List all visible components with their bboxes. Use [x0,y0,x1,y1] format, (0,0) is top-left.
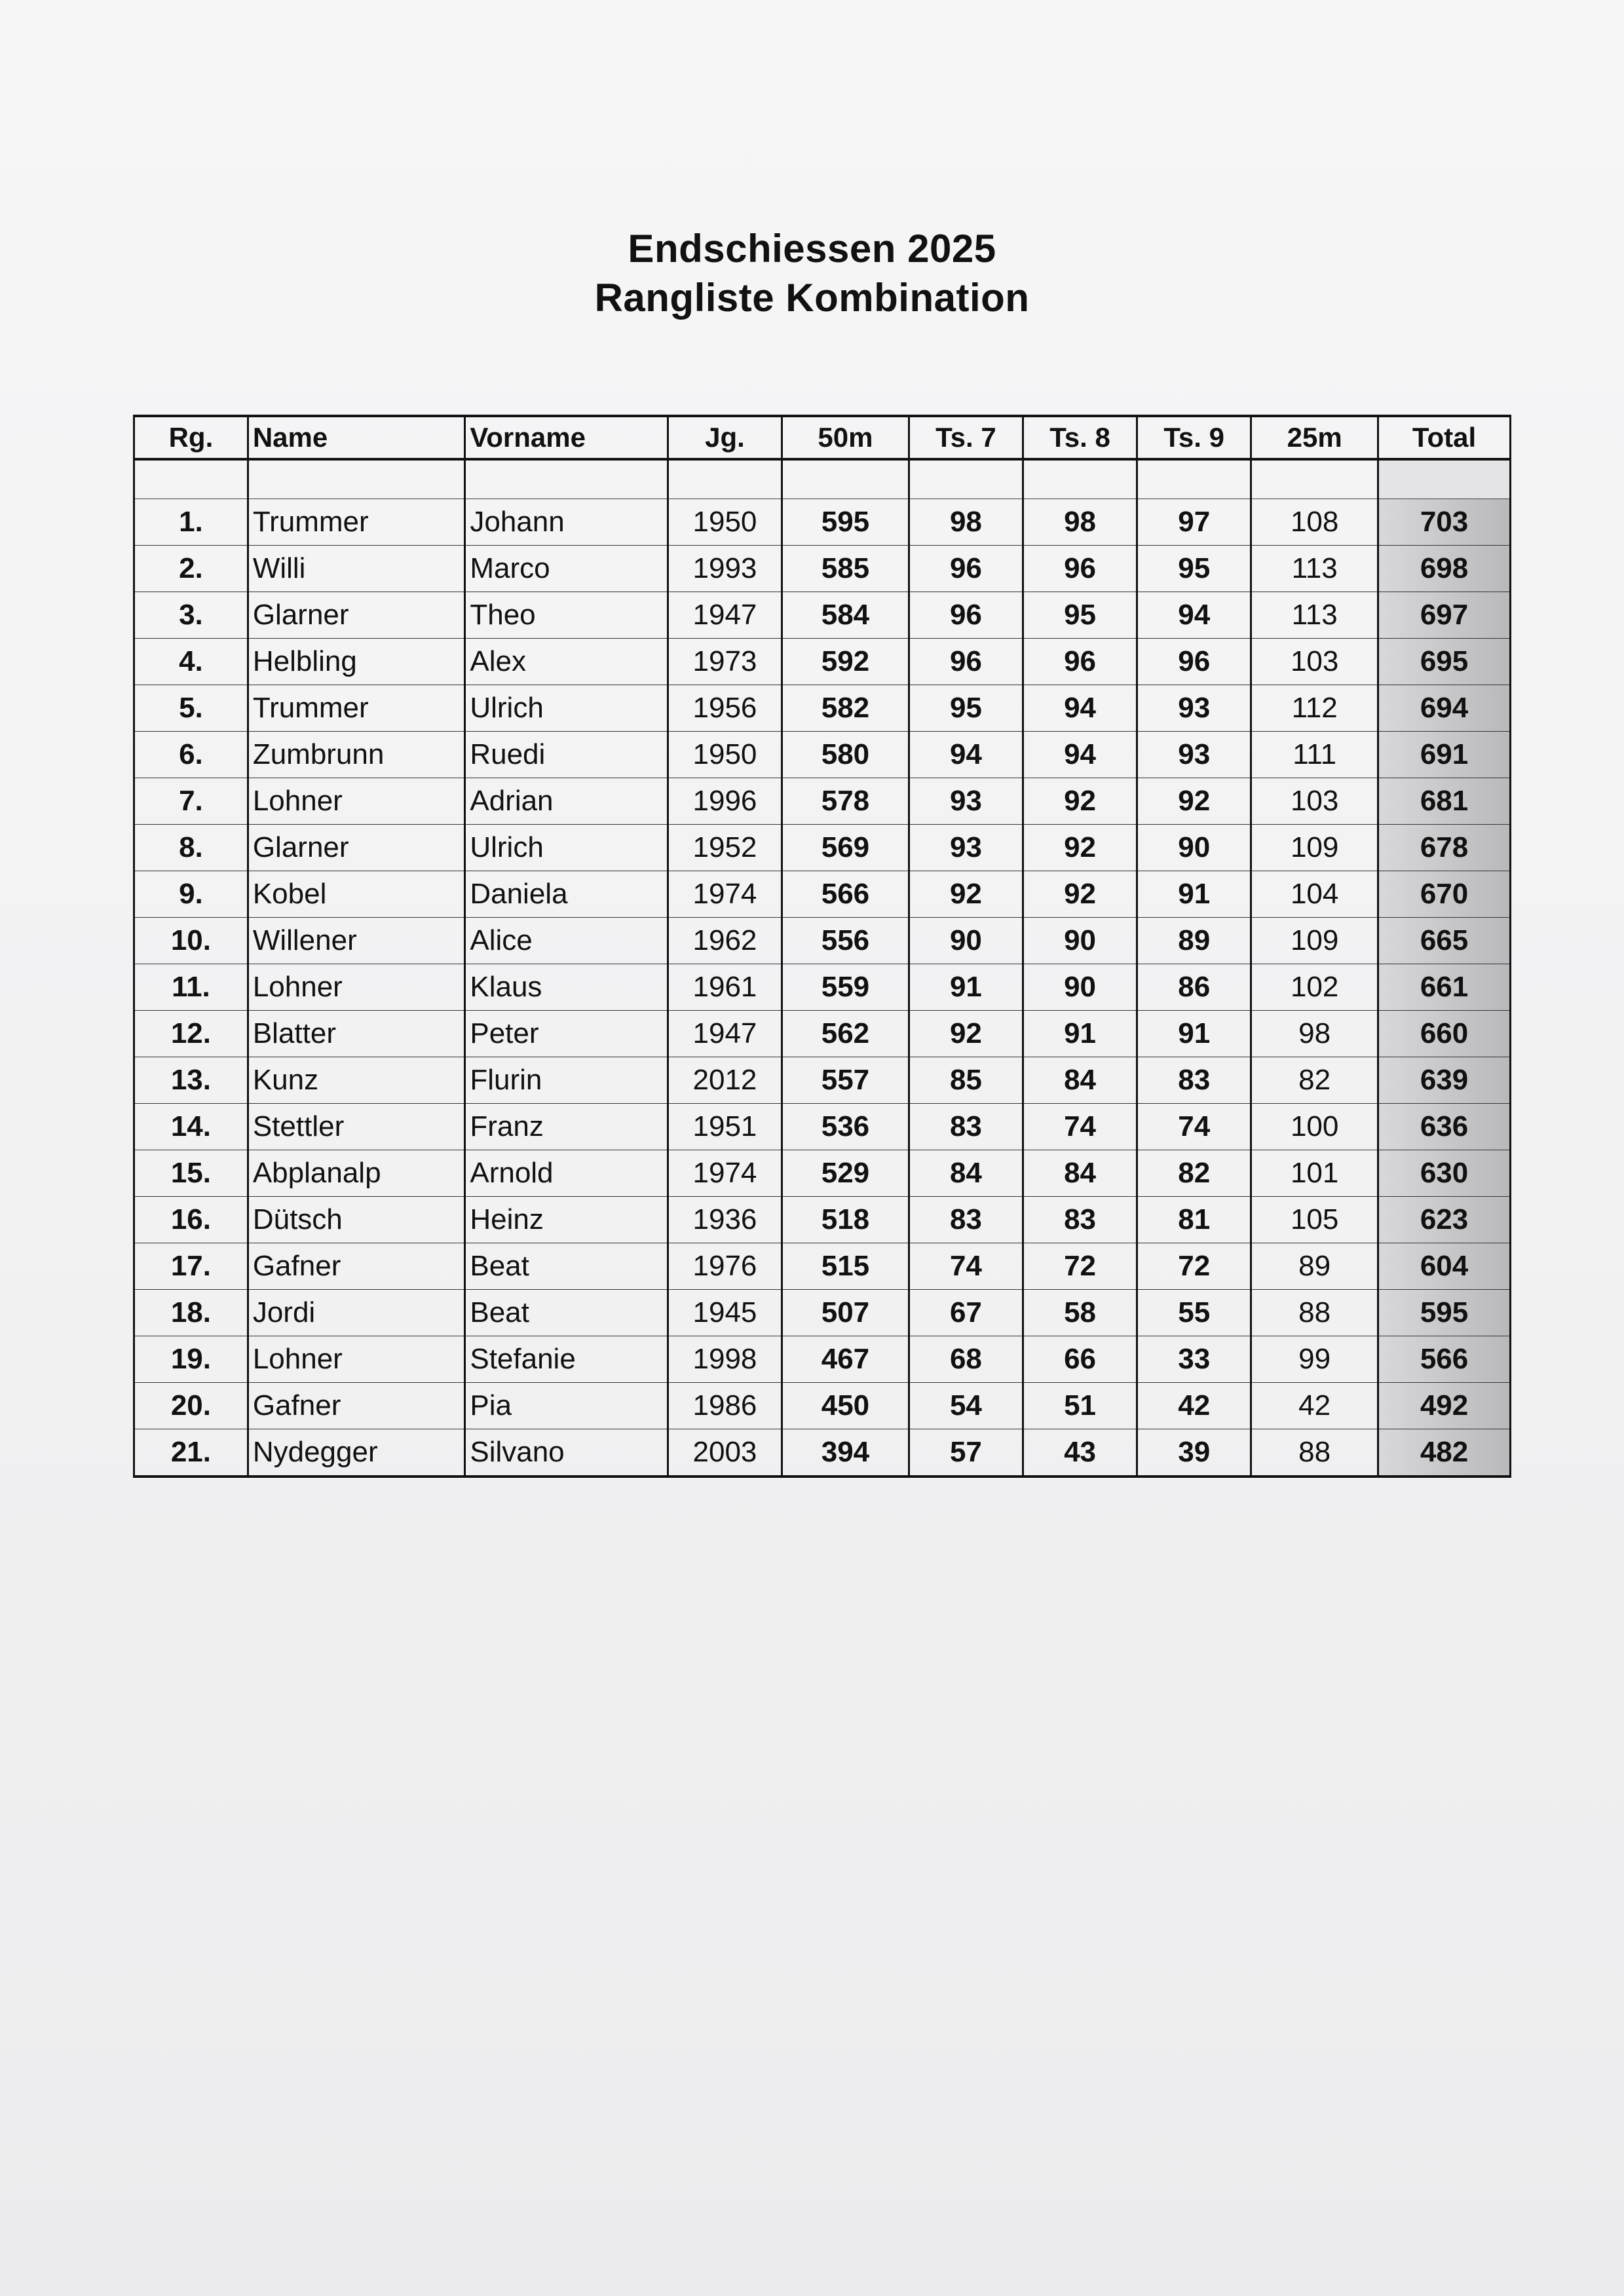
cell-25m: 101 [1251,1150,1378,1197]
cell-50m: 580 [782,732,909,778]
cell-ts9: 90 [1137,825,1251,871]
cell-name: Trummer [248,499,465,546]
cell-25m: 108 [1251,499,1378,546]
cell-ts7: 92 [909,871,1023,918]
cell-25m: 112 [1251,685,1378,732]
cell-jahrgang: 1947 [668,1011,782,1057]
cell-jahrgang: 1973 [668,639,782,685]
cell-jahrgang: 1956 [668,685,782,732]
cell-ts8: 51 [1023,1383,1137,1429]
cell-ts7: 84 [909,1150,1023,1197]
cell-25m: 88 [1251,1429,1378,1477]
cell-total: 678 [1378,825,1511,871]
cell-ts8: 92 [1023,871,1137,918]
cell-rank: 21. [134,1429,248,1477]
cell-name: Abplanalp [248,1150,465,1197]
cell-25m: 82 [1251,1057,1378,1104]
cell-total: 623 [1378,1197,1511,1243]
cell-total: 697 [1378,592,1511,639]
cell-50m: 557 [782,1057,909,1104]
table-row [134,592,1511,639]
cell-total: 604 [1378,1243,1511,1290]
cell-vorname: Alice [465,918,668,964]
cell-ts7: 94 [909,732,1023,778]
cell-rank: 11. [134,964,248,1011]
cell-ts8: 92 [1023,778,1137,825]
cell-total: 691 [1378,732,1511,778]
cell-jahrgang: 1998 [668,1336,782,1383]
cell-25m: 99 [1251,1336,1378,1383]
cell-total: 665 [1378,918,1511,964]
cell-ts7: 90 [909,918,1023,964]
cell-jahrgang: 2003 [668,1429,782,1477]
cell-ts7: 85 [909,1057,1023,1104]
cell-50m: 582 [782,685,909,732]
cell-50m: 518 [782,1197,909,1243]
cell-rank: 19. [134,1336,248,1383]
cell-rank: 6. [134,732,248,778]
cell-rank: 7. [134,778,248,825]
cell-ts9: 94 [1137,592,1251,639]
document-title: Endschiessen 2025 [628,227,996,271]
cell-name: Trummer [248,685,465,732]
table-row [134,546,1511,592]
cell-ts7: 68 [909,1336,1023,1383]
table-row [134,918,1511,964]
cell-50m: 450 [782,1383,909,1429]
cell-total: 694 [1378,685,1511,732]
cell-total: 639 [1378,1057,1511,1104]
cell-total: 661 [1378,964,1511,1011]
document-subtitle: Rangliste Kombination [594,276,1030,320]
table-row [134,1383,1511,1429]
cell-vorname: Arnold [465,1150,668,1197]
header-ts7: Ts. 7 [909,416,1023,459]
cell-ts8: 94 [1023,685,1137,732]
cell-total: 698 [1378,546,1511,592]
cell-vorname: Daniela [465,871,668,918]
cell-25m: 102 [1251,964,1378,1011]
table-body [134,459,1511,1477]
cell-ts7: 92 [909,1011,1023,1057]
table-row [134,1243,1511,1290]
cell-50m: 394 [782,1429,909,1477]
cell-name: Helbling [248,639,465,685]
cell-ts8: 90 [1023,918,1137,964]
cell-ts8: 72 [1023,1243,1137,1290]
cell-50m: 556 [782,918,909,964]
ranking-table [133,415,1511,1478]
cell-jahrgang: 1986 [668,1383,782,1429]
cell-ts7: 83 [909,1104,1023,1150]
cell-vorname: Ruedi [465,732,668,778]
cell-ts9: 86 [1137,964,1251,1011]
cell-name: Kunz [248,1057,465,1104]
cell-name: Willener [248,918,465,964]
cell-total: 492 [1378,1383,1511,1429]
cell-ts7: 93 [909,778,1023,825]
table-row [134,499,1511,546]
cell-total: 595 [1378,1290,1511,1336]
cell-25m: 104 [1251,871,1378,918]
cell-jahrgang: 1936 [668,1197,782,1243]
cell-ts7: 74 [909,1243,1023,1290]
cell-jahrgang: 1961 [668,964,782,1011]
cell-vorname: Beat [465,1290,668,1336]
cell-vorname: Alex [465,639,668,685]
table-row [134,778,1511,825]
table-row [134,1011,1511,1057]
cell-vorname: Franz [465,1104,668,1150]
cell-vorname: Pia [465,1383,668,1429]
cell-ts7: 91 [909,964,1023,1011]
cell-ts8: 43 [1023,1429,1137,1477]
cell-25m: 100 [1251,1104,1378,1150]
cell-50m: 559 [782,964,909,1011]
cell-rank: 3. [134,592,248,639]
cell-name: Stettler [248,1104,465,1150]
cell-rank: 4. [134,639,248,685]
cell-total: 670 [1378,871,1511,918]
cell-25m: 109 [1251,918,1378,964]
cell-25m: 113 [1251,546,1378,592]
cell-25m: 89 [1251,1243,1378,1290]
cell-jahrgang: 1993 [668,546,782,592]
cell-ts9: 74 [1137,1104,1251,1150]
header-vorname: Vorname [465,416,668,459]
cell-vorname: Marco [465,546,668,592]
cell-jahrgang: 1962 [668,918,782,964]
cell-rank: 13. [134,1057,248,1104]
cell-rank: 9. [134,871,248,918]
cell-ts9: 33 [1137,1336,1251,1383]
header-jahrgang: Jg. [668,416,782,459]
cell-ts7: 96 [909,639,1023,685]
cell-jahrgang: 1952 [668,825,782,871]
cell-vorname: Beat [465,1243,668,1290]
cell-rank: 14. [134,1104,248,1150]
cell-50m: 467 [782,1336,909,1383]
cell-25m: 103 [1251,639,1378,685]
cell-25m: 113 [1251,592,1378,639]
table-row [134,871,1511,918]
table-header-row [134,416,1511,459]
cell-25m: 98 [1251,1011,1378,1057]
cell-25m: 105 [1251,1197,1378,1243]
cell-rank: 18. [134,1290,248,1336]
cell-ts7: 98 [909,499,1023,546]
cell-ts9: 95 [1137,546,1251,592]
cell-ts8: 91 [1023,1011,1137,1057]
cell-rank: 10. [134,918,248,964]
header-total: Total [1378,416,1511,459]
table-row [134,1197,1511,1243]
cell-50m: 585 [782,546,909,592]
cell-ts9: 91 [1137,1011,1251,1057]
cell-50m: 569 [782,825,909,871]
header-50m: 50m [782,416,909,459]
cell-50m: 584 [782,592,909,639]
cell-ts9: 91 [1137,871,1251,918]
cell-jahrgang: 1947 [668,592,782,639]
cell-ts8: 83 [1023,1197,1137,1243]
cell-total: 566 [1378,1336,1511,1383]
cell-name: Kobel [248,871,465,918]
cell-name: Lohner [248,1336,465,1383]
cell-vorname: Ulrich [465,825,668,871]
cell-vorname: Theo [465,592,668,639]
cell-ts7: 57 [909,1429,1023,1477]
cell-rank: 20. [134,1383,248,1429]
cell-25m: 109 [1251,825,1378,871]
cell-ts7: 95 [909,685,1023,732]
cell-jahrgang: 1951 [668,1104,782,1150]
cell-name: Gafner [248,1243,465,1290]
cell-ts8: 94 [1023,732,1137,778]
cell-ts7: 54 [909,1383,1023,1429]
cell-rank: 5. [134,685,248,732]
cell-ts9: 83 [1137,1057,1251,1104]
cell-vorname: Ulrich [465,685,668,732]
cell-name: Willi [248,546,465,592]
table-row [134,1336,1511,1383]
cell-ts9: 81 [1137,1197,1251,1243]
cell-vorname: Johann [465,499,668,546]
cell-vorname: Stefanie [465,1336,668,1383]
cell-name: Gafner [248,1383,465,1429]
cell-ts9: 97 [1137,499,1251,546]
cell-total: 482 [1378,1429,1511,1477]
cell-ts9: 39 [1137,1429,1251,1477]
table-row [134,1104,1511,1150]
table-row [134,964,1511,1011]
cell-total: 681 [1378,778,1511,825]
cell-25m: 103 [1251,778,1378,825]
header-name: Name [248,416,465,459]
cell-ts8: 58 [1023,1290,1137,1336]
cell-ts9: 96 [1137,639,1251,685]
cell-ts8: 84 [1023,1057,1137,1104]
cell-total: 660 [1378,1011,1511,1057]
cell-ts8: 96 [1023,639,1137,685]
cell-total: 630 [1378,1150,1511,1197]
cell-ts8: 90 [1023,964,1137,1011]
cell-jahrgang: 1950 [668,732,782,778]
cell-rank: 17. [134,1243,248,1290]
cell-50m: 536 [782,1104,909,1150]
cell-vorname: Peter [465,1011,668,1057]
cell-jahrgang: 1974 [668,1150,782,1197]
cell-rank: 15. [134,1150,248,1197]
cell-ts7: 96 [909,546,1023,592]
cell-ts9: 93 [1137,685,1251,732]
table-row [134,1057,1511,1104]
cell-ts8: 96 [1023,546,1137,592]
cell-total: 703 [1378,499,1511,546]
cell-ts9: 55 [1137,1290,1251,1336]
header-25m: 25m [1251,416,1378,459]
cell-ts9: 89 [1137,918,1251,964]
cell-50m: 562 [782,1011,909,1057]
cell-ts8: 95 [1023,592,1137,639]
cell-ts8: 98 [1023,499,1137,546]
cell-rank: 12. [134,1011,248,1057]
cell-name: Nydegger [248,1429,465,1477]
cell-jahrgang: 1996 [668,778,782,825]
cell-ts9: 92 [1137,778,1251,825]
table-row [134,1429,1511,1477]
cell-50m: 529 [782,1150,909,1197]
cell-rank: 2. [134,546,248,592]
cell-50m: 592 [782,639,909,685]
cell-jahrgang: 1945 [668,1290,782,1336]
table-row [134,825,1511,871]
cell-ts9: 82 [1137,1150,1251,1197]
cell-ts8: 84 [1023,1150,1137,1197]
cell-vorname: Adrian [465,778,668,825]
cell-name: Zumbrunn [248,732,465,778]
cell-ts9: 72 [1137,1243,1251,1290]
table-spacer-row [134,459,1511,499]
cell-name: Lohner [248,778,465,825]
cell-name: Glarner [248,592,465,639]
cell-50m: 566 [782,871,909,918]
cell-ts8: 92 [1023,825,1137,871]
cell-ts9: 42 [1137,1383,1251,1429]
cell-50m: 507 [782,1290,909,1336]
cell-name: Jordi [248,1290,465,1336]
cell-total: 695 [1378,639,1511,685]
cell-jahrgang: 1976 [668,1243,782,1290]
table-row [134,639,1511,685]
cell-50m: 578 [782,778,909,825]
cell-name: Dütsch [248,1197,465,1243]
cell-ts7: 96 [909,592,1023,639]
cell-vorname: Silvano [465,1429,668,1477]
cell-ts7: 93 [909,825,1023,871]
cell-total: 636 [1378,1104,1511,1150]
cell-vorname: Flurin [465,1057,668,1104]
cell-50m: 515 [782,1243,909,1290]
cell-jahrgang: 1950 [668,499,782,546]
cell-name: Glarner [248,825,465,871]
cell-vorname: Klaus [465,964,668,1011]
cell-25m: 42 [1251,1383,1378,1429]
cell-rank: 16. [134,1197,248,1243]
cell-ts8: 66 [1023,1336,1137,1383]
table-row [134,1290,1511,1336]
cell-ts7: 67 [909,1290,1023,1336]
cell-rank: 8. [134,825,248,871]
cell-name: Blatter [248,1011,465,1057]
cell-25m: 88 [1251,1290,1378,1336]
cell-ts8: 74 [1023,1104,1137,1150]
cell-name: Lohner [248,964,465,1011]
cell-ts7: 83 [909,1197,1023,1243]
header-ts8: Ts. 8 [1023,416,1137,459]
header-rank: Rg. [134,416,248,459]
cell-50m: 595 [782,499,909,546]
header-ts9: Ts. 9 [1137,416,1251,459]
cell-jahrgang: 2012 [668,1057,782,1104]
table-row [134,685,1511,732]
cell-vorname: Heinz [465,1197,668,1243]
table-row [134,732,1511,778]
cell-ts9: 93 [1137,732,1251,778]
cell-rank: 1. [134,499,248,546]
cell-jahrgang: 1974 [668,871,782,918]
table-row [134,1150,1511,1197]
cell-25m: 111 [1251,732,1378,778]
